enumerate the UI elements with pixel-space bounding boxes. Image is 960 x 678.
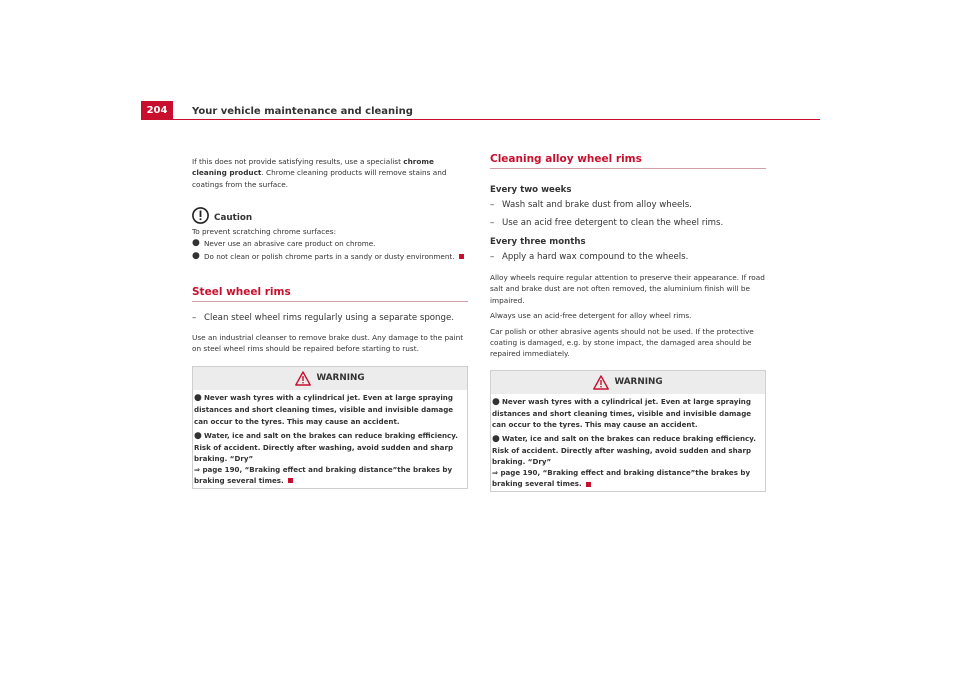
warning-box: [490, 370, 766, 493]
caution-header: [192, 204, 468, 226]
warning-title: WARNING: [614, 376, 663, 387]
alloy-step: – Apply a hard wax compound to the wheels.: [490, 252, 689, 262]
warning-item: ● Water, ice and salt on the brakes can reduce braking efficiency. Risk of accident. Directly after washing, avoid sudden and sharp braking. “Dry” ⇒ page 190, “Braking effect and braking distance”the brakes by braking several times.: [194, 430, 458, 485]
warning-triangle-icon: [593, 375, 609, 390]
section-end-icon: [586, 482, 591, 487]
warning-triangle-icon: [295, 371, 311, 386]
caution-title: Caution: [214, 213, 253, 224]
right-column: [490, 154, 766, 492]
period-label: Every three months: [490, 237, 586, 247]
caution-lead: To prevent scratching chrome surfaces:: [192, 227, 337, 237]
cross-reference-arrow-icon: ⇒: [194, 464, 200, 474]
cross-reference-arrow-icon: ⇒: [492, 468, 498, 478]
alloy-note: Always use an acid-free detergent for alloy wheel rims.: [490, 311, 692, 321]
running-header-title: Your vehicle maintenance and cleaning: [192, 106, 413, 117]
section-end-icon: [459, 254, 464, 259]
bullet-icon: ●: [192, 237, 200, 248]
warning-header: [193, 367, 467, 390]
steel-step: – Clean steel wheel rims regularly using a separate sponge.: [192, 312, 454, 323]
cross-reference-link[interactable]: page 190, “Braking effect and braking distance”the brakes by braking several times.: [492, 468, 751, 489]
caution-icon: [192, 207, 209, 224]
bullet-icon: ●: [192, 250, 200, 261]
warning-item: ● Never wash tyres with a cylindrical jet. Even at large spraying distances and short cleaning times, visible and invisible damage can occur to the tyres. This may cause an accident.: [492, 396, 752, 429]
warning-box: [192, 366, 468, 489]
warning-body: [193, 390, 467, 488]
section-end-icon: [288, 478, 293, 483]
period-label: Every two weeks: [490, 185, 572, 195]
page-number: 204: [141, 101, 173, 120]
steel-wheel-heading: Steel wheel rims: [192, 287, 468, 302]
chrome-intro-paragraph: If this does not provide satisfying results, use a specialist chrome cleaning product. Chrome cleaning products will remove stains and coatings from the surface.: [192, 157, 447, 189]
left-column: [192, 156, 468, 489]
warning-item: ● Water, ice and salt on the brakes can reduce braking efficiency. Risk of accident. Directly after washing, avoid sudden and sharp braking. “Dry” ⇒ page 190, “Braking effect and braking distance”the brakes by braking several times.: [492, 434, 756, 489]
steel-note: Use an industrial cleanser to remove brake dust. Any damage to the paint on steel wheel rims should be repaired before starting to rust.: [192, 332, 464, 354]
alloy-step: – Use an acid free detergent to clean the wheel rims.: [490, 218, 724, 228]
alloy-step: – Wash salt and brake dust from alloy wheels.: [490, 200, 692, 210]
warning-body: [491, 394, 765, 492]
warning-header: [491, 371, 765, 394]
caution-item: ● Never use an abrasive care product on chrome.: [192, 237, 376, 248]
alloy-note: Alloy wheels require regular attention to preserve their appearance. If road salt and brake dust are not often removed, the aluminium finish will be impaired.: [490, 273, 765, 305]
bullet-icon: ●: [194, 393, 202, 404]
alloy-note: Car polish or other abrasive agents should not be used. If the protective coating is damaged, e.g. by stone impact, the damaged area should be repaired immediately.: [490, 326, 754, 359]
caution-item: ● Do not clean or polish chrome parts in a sandy or dusty environment.: [192, 251, 468, 262]
bullet-icon: ●: [194, 430, 202, 441]
bullet-icon: ●: [492, 396, 500, 407]
header-rule: [141, 119, 820, 120]
bullet-icon: ●: [492, 434, 500, 445]
warning-item: ● Never wash tyres with a cylindrical jet. Even at large spraying distances and short cleaning times, visible and invisible damage can occur to the tyres. This may cause an accident.: [194, 393, 454, 426]
cross-reference-link[interactable]: page 190, “Braking effect and braking distance”the brakes by braking several times.: [194, 464, 453, 485]
alloy-wheel-heading: Cleaning alloy wheel rims: [490, 154, 766, 169]
warning-title: WARNING: [316, 373, 365, 384]
